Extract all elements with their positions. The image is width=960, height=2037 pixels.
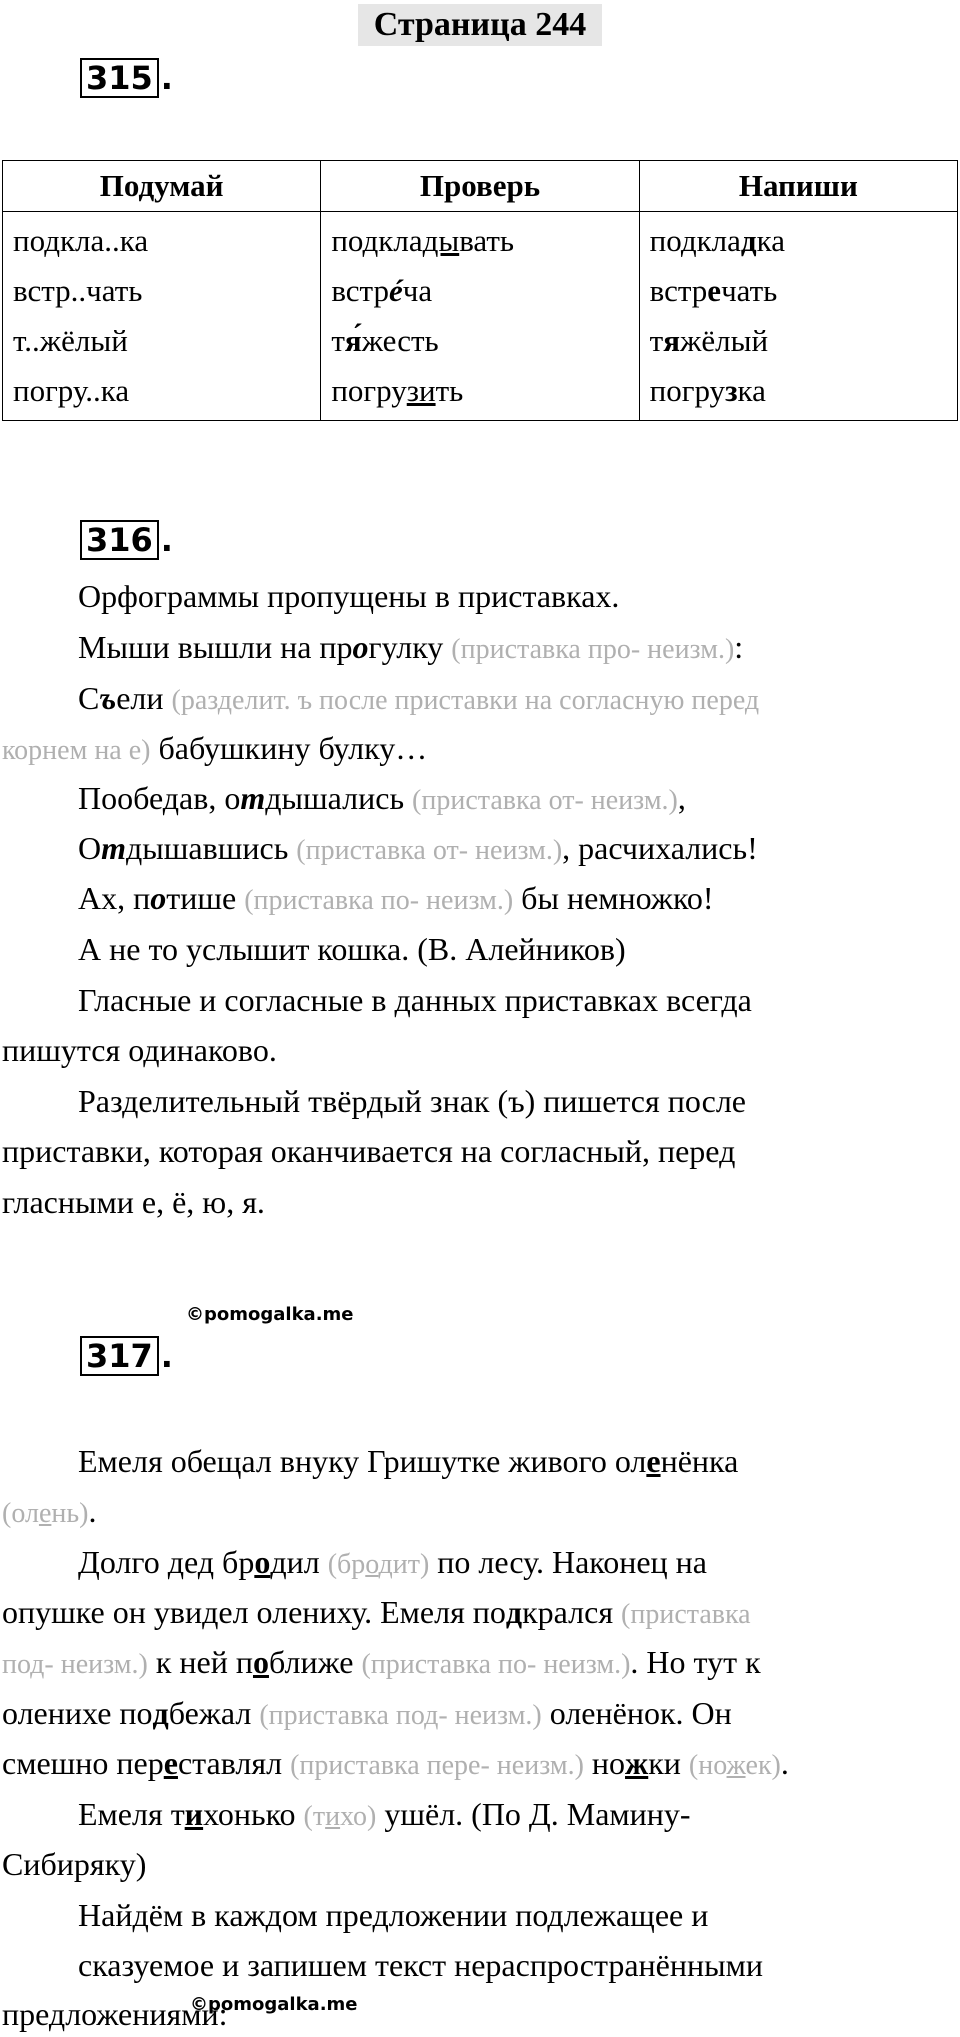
text-line: Мыши вышли на прогулку (приставка про- неизм.): <box>78 629 744 665</box>
column-check <box>321 212 639 421</box>
text-line: пишутся одинаково. <box>2 1032 277 1068</box>
write-word: тяжёлый <box>649 323 769 358</box>
check-word: тя́жесть <box>331 323 439 358</box>
exercise-number-317: 317 . <box>80 1336 173 1376</box>
exercise-number-box: 317 <box>80 1336 159 1376</box>
write-word: погрузка <box>649 373 766 408</box>
think-word: встр..чать <box>13 273 143 308</box>
text-line: корнем на е) бабушкину булку… <box>2 730 428 766</box>
think-word: погру..ка <box>13 373 130 408</box>
text-line: Емеля обещал внуку Гришутке живого оленёнка <box>78 1443 739 1479</box>
text-line: Съели (разделит. ъ после приставки на согласную перед <box>78 680 760 716</box>
text-line: Найдём в каждом предложении подлежащее и <box>78 1897 709 1933</box>
column-write <box>639 212 957 421</box>
watermark: ©pomogalka.me <box>190 1994 358 2015</box>
write-word: подкладка <box>649 223 785 258</box>
text-line: приставки, которая оканчивается на согласный, перед <box>2 1133 736 1169</box>
text-line: под- неизм.) к ней поближе (приставка по- неизм.). Но тут к <box>2 1644 761 1680</box>
text-line: оленихе подбежал (приставка под- неизм.) оленёнок. Он <box>2 1695 732 1731</box>
text-line: Емеля тихонько (тихо) ушёл. (По Д. Мамину- <box>78 1796 691 1832</box>
check-word: погрузить <box>331 373 464 408</box>
table-header-think: Подумай <box>3 161 321 212</box>
text-line: Гласные и согласные в данных приставках всегда <box>78 982 752 1018</box>
text-line: гласными е, ё, ю, я. <box>2 1184 265 1220</box>
text-line: Сибиряку) <box>2 1846 147 1882</box>
text-line: Разделительный твёрдый знак (ъ) пишется после <box>78 1083 746 1119</box>
page-title: Страница 244 <box>358 4 602 46</box>
table-header-write: Напиши <box>639 161 957 212</box>
text-line: (олень). <box>2 1493 97 1529</box>
text-line: сказуемое и запишем текст нераспространёнными <box>78 1947 763 1983</box>
text-line: Ах, потише (приставка по- неизм.) бы немножко! <box>78 880 714 916</box>
watermark: ©pomogalka.me <box>186 1304 354 1325</box>
text-line: предложениями: <box>2 1996 228 2032</box>
text-line: Пообедав, отдышались (приставка от- неизм.), <box>78 780 686 816</box>
text-line: Долго дед бродил (бродит) по лесу. Наконец на <box>78 1544 707 1580</box>
write-word: встречать <box>649 273 778 308</box>
table-header-check: Проверь <box>321 161 639 212</box>
exercise-315-table <box>2 160 958 421</box>
think-word: подкла..ка <box>13 223 149 258</box>
text-line: смешно переставлял (приставка пере- неизм.) ножки (ножек). <box>2 1745 789 1781</box>
exercise-number-315: 315 . <box>80 58 173 98</box>
exercise-number-316: 316 . <box>80 520 173 560</box>
text-line: Отдышавшись (приставка от- неизм.), расчихались! <box>78 830 758 866</box>
text-line: Орфограммы пропущены в приставках. <box>78 578 620 614</box>
exercise-number-box: 316 <box>80 520 159 560</box>
text-line: А не то услышит кошка. (В. Алейников) <box>78 931 626 967</box>
exercise-number-box: 315 <box>80 58 159 98</box>
think-word: т..жёлый <box>13 323 128 358</box>
text-line: опушке он увидел олениху. Емеля подкрался (приставка <box>2 1594 751 1630</box>
check-word: подкладывать <box>331 223 515 258</box>
column-think <box>3 212 321 421</box>
check-word: встрéча <box>331 273 433 308</box>
